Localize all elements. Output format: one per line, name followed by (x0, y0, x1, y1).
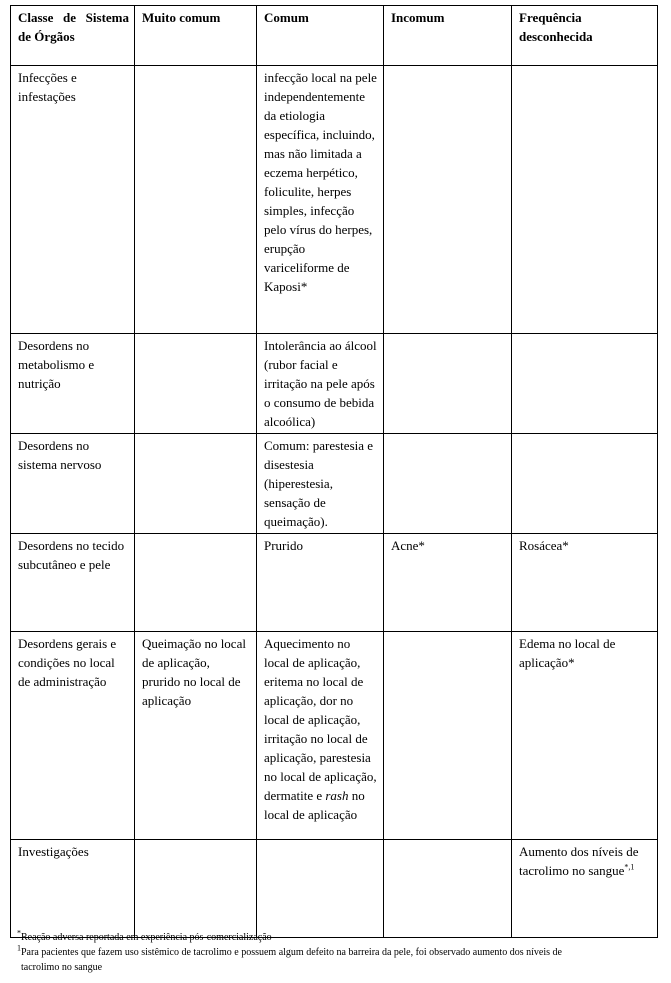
cell-very-common (135, 534, 257, 632)
header-uncommon: Incomum (384, 6, 512, 66)
common-text-part: no local de aplicação (264, 788, 365, 822)
footnote-continuation: tacrolimo no sangue (21, 962, 103, 973)
cell-soc: Desordens no sistema nervoso (11, 434, 135, 534)
header-common: Comum (257, 6, 384, 66)
table-row (11, 632, 658, 840)
common-text-part: Aquecimento no local de aplicação, eritema no local de aplicação, dor no local de aplicação, irritação no local de aplicação, parestesia no local de aplicação, dermatite e (264, 636, 377, 803)
cell-soc: Desordens no tecido subcutâneo e pele (11, 534, 135, 632)
cell-very-common (135, 840, 257, 938)
cell-uncommon (384, 632, 512, 840)
footnote (17, 930, 657, 945)
adverse-reactions-table (10, 5, 658, 938)
cell-common: Prurido (257, 534, 384, 632)
cell-unknown (512, 334, 658, 434)
cell-unknown (512, 840, 658, 938)
table-row (11, 534, 658, 632)
cell-uncommon (384, 840, 512, 938)
header-very-common: Muito comum (135, 6, 257, 66)
table-row (11, 840, 658, 938)
cell-soc: Desordens no metabolismo e nutrição (11, 334, 135, 434)
footnote-text: Para pacientes que fazem uso sistêmico de tacrolimo e possuem algum defeito na barreira da pele, foi observado aumento dos níveis de (21, 947, 562, 958)
footnote-mark: 1 (17, 943, 21, 953)
table-header-row (11, 6, 658, 66)
cell-soc: Infecções e infestações (11, 66, 135, 334)
cell-very-common: Queimação no local de aplicação, prurido no local de aplicação (135, 632, 257, 840)
cell-unknown: Rosácea* (512, 534, 658, 632)
cell-unknown: Edema no local de aplicação* (512, 632, 658, 840)
footnote-mark: * (17, 928, 21, 938)
cell-unknown (512, 434, 658, 534)
footnote-reference: *,1 (624, 862, 635, 872)
cell-common: Intolerância ao álcool (rubor facial e irritação na pele após o consumo de bebida alcoólica) (257, 334, 384, 434)
table-row (11, 334, 658, 434)
footnotes (17, 930, 657, 975)
cell-very-common (135, 434, 257, 534)
header-unknown-frequency: Frequência desconhecida (512, 6, 658, 66)
adverse-reactions-table-wrapper (10, 5, 657, 938)
cell-soc: Desordens gerais e condições no local de administração (11, 632, 135, 840)
cell-common (257, 632, 384, 840)
cell-common: infecção local na pele independentemente da etiologia específica, incluindo, mas não limitada a eczema herpético, foliculite, herpes simples, infecção pelo vírus do herpes, erupção variceliforme de Kaposi* (257, 66, 384, 334)
cell-uncommon: Acne* (384, 534, 512, 632)
table-row (11, 66, 658, 334)
cell-very-common (135, 66, 257, 334)
cell-uncommon (384, 434, 512, 534)
cell-soc: Investigações (11, 840, 135, 938)
cell-uncommon (384, 334, 512, 434)
cell-common: Comum: parestesia e disestesia (hiperestesia, sensação de queimação). (257, 434, 384, 534)
cell-uncommon (384, 66, 512, 334)
footnote (17, 945, 657, 960)
footnote-text: Reação adversa reportada em experiência pós-comercialização (21, 932, 272, 943)
cell-unknown-text: Aumento dos níveis de tacrolimo no sangue (519, 844, 639, 878)
table-row (11, 434, 658, 534)
cell-common (257, 840, 384, 938)
cell-unknown (512, 66, 658, 334)
header-soc: Classe de Sistema de Órgãos (11, 6, 135, 66)
cell-very-common (135, 334, 257, 434)
common-text-italic: rash (325, 788, 349, 803)
